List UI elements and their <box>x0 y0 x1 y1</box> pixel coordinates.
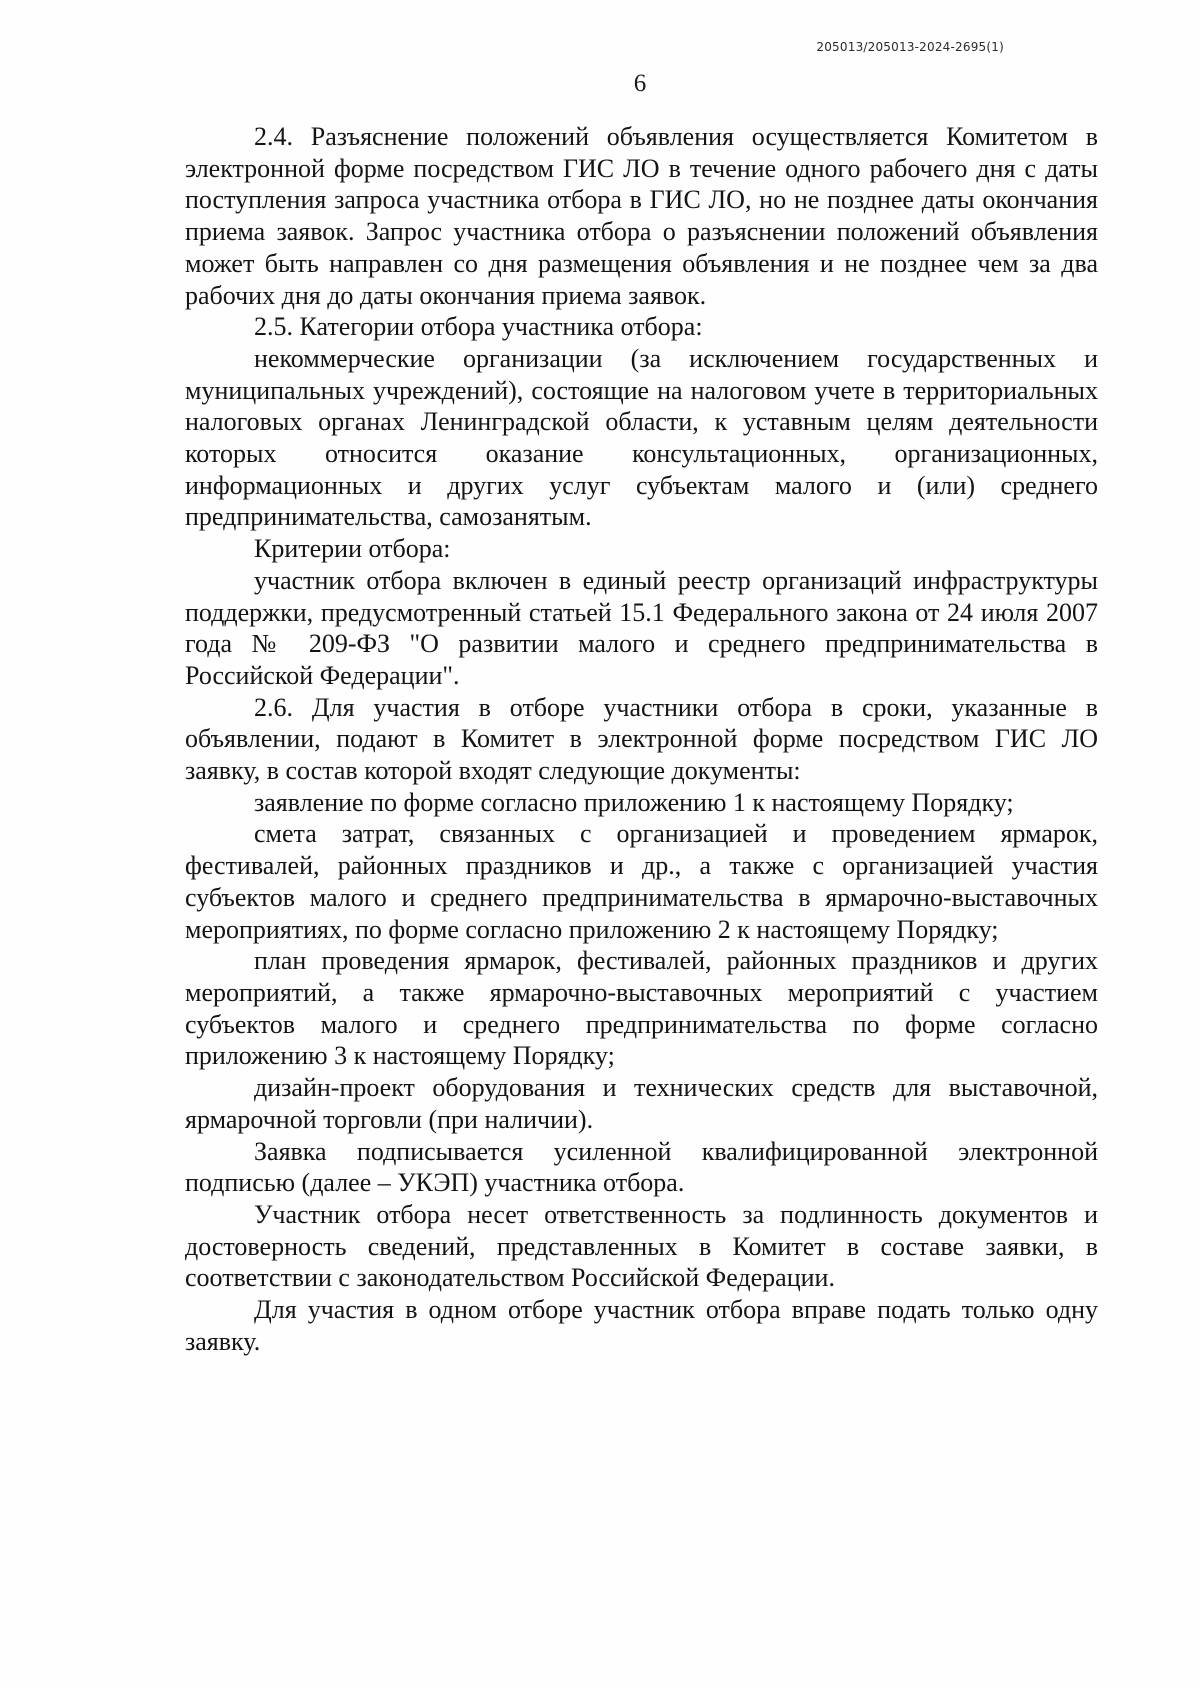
paragraph-criteria-heading: Критерии отбора: <box>254 534 451 564</box>
paragraph-event-plan: план проведения ярмарок, фестивалей, районных праздников и других мероприятий, а также ярмарочно-выставочных мероприятий с участием субъектов малого и среднего предпринимательства по форме согласно приложению 3 к настоящему Порядку; <box>185 946 1098 1071</box>
paragraph-responsibility: Участник отбора несет ответственность за подлинность документов и достоверность сведений, представленных в Комитет в составе заявки, в соответствии с законодательством Российской Федерации. <box>185 1199 1098 1293</box>
document-id: 205013/205013-2024-2695(1) <box>816 40 1004 54</box>
paragraph-application-form: заявление по форме согласно приложению 1 к настоящему Порядку; <box>254 787 1014 817</box>
paragraph-design-project: дизайн-проект оборудования и технических средств для выставочной, ярмарочной торговли (при наличии). <box>185 1073 1098 1134</box>
paragraph-categories: некоммерческие организации (за исключением государственных и муниципальных учреждений), состоящие на налоговом учете в территориальных налоговых органах Ленинградской области, к уставным целям деятельности которых относится оказание консультационных, организационных, информационных и других услуг субъектам малого и (или) среднего предпринимательства, самозанятым. <box>185 343 1098 532</box>
paragraph-2-6: 2.6. Для участия в отборе участники отбора в сроки, указанные в объявлении, подают в Комитет в электронной форме посредством ГИС ЛО заявку, в состав которой входят следующие документы: <box>185 692 1098 786</box>
paragraph-2-4: 2.4. Разъяснение положений объявления осуществляется Комитетом в электронной форме посредством ГИС ЛО в течение одного рабочего дня с даты поступления запроса участника отбора в ГИС ЛО, но не позднее даты окончания приема заявок. Запрос участника отбора о разъяснении положений объявления может быть направлен со дня размещения объявления и не позднее чем за два рабочих дня до даты окончания приема заявок. <box>185 122 1098 310</box>
paragraph-signature: Заявка подписывается усиленной квалифицированной электронной подписью (далее – УКЭП) участника отбора. <box>185 1136 1098 1198</box>
document-body <box>185 121 1098 1357</box>
paragraph-cost-estimate: смета затрат, связанных с организацией и проведением ярмарок, фестивалей, районных праздников и др., а также с организацией участия субъектов малого и среднего предпринимательства в ярмарочно-выставочных мероприятиях, по форме согласно приложению 2 к настоящему Порядку; <box>185 819 1098 944</box>
paragraph-criteria: участник отбора включен в единый реестр организаций инфраструктуры поддержки, предусмотренный статьей 15.1 Федерального закона от 24 июля 2007 года № 209-ФЗ "О развитии малого и среднего предпринимательства в Российской Федерации". <box>185 565 1098 690</box>
page-number: 6 <box>633 70 647 97</box>
paragraph-2-5: 2.5. Категории отбора участника отбора: <box>254 312 703 342</box>
paragraph-single-application: Для участия в одном отборе участник отбора вправе подать только одну заявку. <box>185 1295 1098 1356</box>
